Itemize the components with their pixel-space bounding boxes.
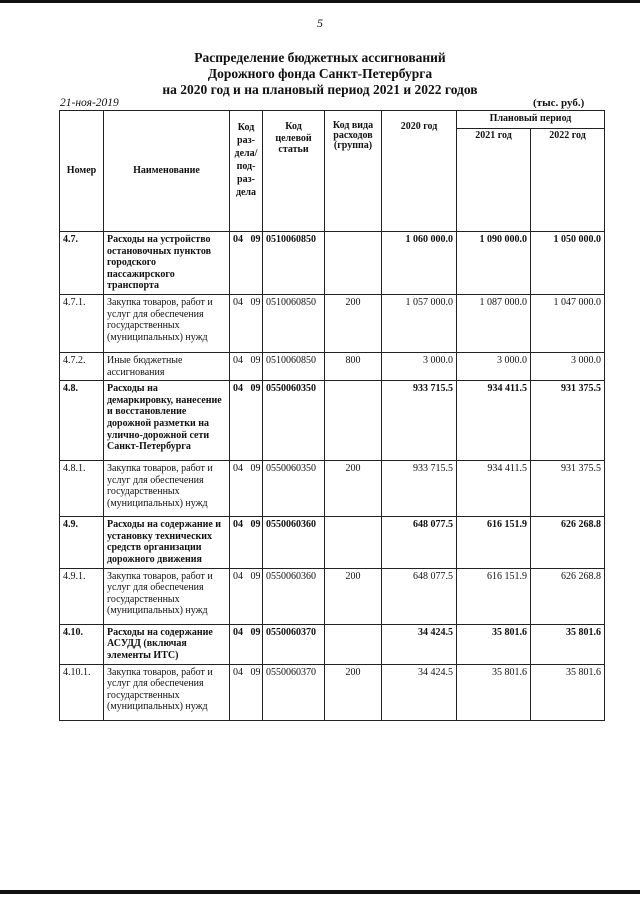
subsection-code: 09 [250, 519, 261, 531]
row-section [230, 232, 263, 295]
section-code: 04 [233, 570, 243, 582]
top-rule [0, 0, 640, 3]
header-name: Наименование [104, 111, 230, 232]
header-planned-period: Плановый период [457, 111, 605, 129]
table-header [60, 111, 605, 232]
row-2020: 648 077.5 [382, 517, 457, 568]
document-title [0, 50, 640, 98]
table-row [60, 352, 605, 380]
subsection-code: 09 [250, 354, 261, 366]
row-number: 4.7.1. [60, 294, 104, 352]
subsection-code: 09 [250, 570, 261, 582]
row-2022: 626 268.8 [531, 568, 605, 624]
section-code: 04 [233, 519, 243, 531]
row-2021: 616 151.9 [457, 568, 531, 624]
section-code: 04 [233, 666, 243, 678]
row-section [230, 517, 263, 568]
row-expense-type [325, 381, 382, 461]
row-number: 4.8.1. [60, 461, 104, 517]
row-expense-type: 200 [325, 461, 382, 517]
subsection-code: 09 [250, 463, 261, 475]
row-article: 0550060360 [263, 517, 325, 568]
row-2020: 648 077.5 [382, 568, 457, 624]
table-row [60, 294, 605, 352]
row-name: Закупка товаров, работ и услуг для обеспечения государственных (муниципальных) нужд [104, 461, 230, 517]
row-number: 4.7. [60, 232, 104, 295]
header-article: Код целевой статьи [263, 111, 325, 232]
row-2020: 933 715.5 [382, 461, 457, 517]
row-2021: 934 411.5 [457, 461, 531, 517]
row-2021: 616 151.9 [457, 517, 531, 568]
units-label: (тыс. руб.) [533, 97, 585, 109]
row-2022: 35 801.6 [531, 624, 605, 664]
header-2022: 2022 год [531, 129, 605, 232]
header-2021: 2021 год [457, 129, 531, 232]
row-name: Расходы на устройство остановочных пунктов городского пассажирского транспорта [104, 232, 230, 295]
title-line: Распределение бюджетных ассигнований [194, 50, 446, 65]
row-number: 4.10. [60, 624, 104, 664]
row-name: Закупка товаров, работ и услуг для обеспечения государственных (муниципальных) нужд [104, 664, 230, 720]
row-2021: 934 411.5 [457, 381, 531, 461]
row-2021: 35 801.6 [457, 664, 531, 720]
table-row [60, 664, 605, 720]
section-code: 04 [233, 234, 243, 245]
row-name: Расходы на содержание и установку технических средств организации дорожного движения [104, 517, 230, 568]
row-name: Расходы на демаркировку, нанесение и восстановление дорожной разметки на улично-дорожной сети Санкт-Петербурга [104, 381, 230, 461]
row-2022: 626 268.8 [531, 517, 605, 568]
subsection-code: 09 [250, 234, 261, 245]
subsection-code: 09 [250, 296, 261, 308]
table-row [60, 624, 605, 664]
subsection-code: 09 [250, 383, 261, 395]
title-line: Дорожного фонда Санкт-Петербурга [207, 66, 433, 81]
row-number: 4.10.1. [60, 664, 104, 720]
row-2022: 3 000.0 [531, 352, 605, 380]
section-code: 04 [233, 354, 243, 366]
row-2022: 931 375.5 [531, 381, 605, 461]
section-code: 04 [233, 626, 243, 638]
row-name: Расходы на содержание АСУДД (включая элементы ИТС) [104, 624, 230, 664]
row-expense-type: 200 [325, 294, 382, 352]
table-row [60, 568, 605, 624]
row-2020: 3 000.0 [382, 352, 457, 380]
row-section [230, 664, 263, 720]
subsection-code: 09 [250, 626, 261, 638]
table-body [60, 232, 605, 721]
row-2020: 34 424.5 [382, 664, 457, 720]
document-date: 21-ноя-2019 [60, 97, 119, 109]
row-2020: 34 424.5 [382, 624, 457, 664]
budget-table [59, 110, 605, 721]
row-name: Закупка товаров, работ и услуг для обеспечения государственных (муниципальных) нужд [104, 294, 230, 352]
header-2020: 2020 год [382, 111, 457, 232]
row-section [230, 624, 263, 664]
row-article: 0550060360 [263, 568, 325, 624]
row-section [230, 568, 263, 624]
section-code: 04 [233, 463, 243, 475]
row-number: 4.8. [60, 381, 104, 461]
row-2020: 1 057 000.0 [382, 294, 457, 352]
row-expense-type: 800 [325, 352, 382, 380]
row-2022: 35 801.6 [531, 664, 605, 720]
row-name: Иные бюджетные ассигнования [104, 352, 230, 380]
row-number: 4.7.2. [60, 352, 104, 380]
table-row [60, 461, 605, 517]
row-section [230, 352, 263, 380]
page-number: 5 [317, 16, 323, 30]
row-2022: 1 050 000.0 [531, 232, 605, 295]
row-expense-type [325, 232, 382, 295]
table-row [60, 232, 605, 295]
row-number: 4.9. [60, 517, 104, 568]
subsection-code: 09 [250, 666, 261, 678]
row-article: 0550060350 [263, 461, 325, 517]
title-line: на 2020 год и на плановый период 2021 и 2022 годов [162, 82, 478, 97]
row-article: 0550060370 [263, 664, 325, 720]
section-code: 04 [233, 383, 243, 395]
row-name: Закупка товаров, работ и услуг для обеспечения государственных (муниципальных) нужд [104, 568, 230, 624]
row-2020: 1 060 000.0 [382, 232, 457, 295]
row-section [230, 461, 263, 517]
row-article: 0550060350 [263, 381, 325, 461]
row-2021: 3 000.0 [457, 352, 531, 380]
header-number: Номер [60, 111, 104, 232]
row-article: 0510060850 [263, 232, 325, 295]
row-section [230, 381, 263, 461]
row-2021: 1 090 000.0 [457, 232, 531, 295]
row-expense-type: 200 [325, 664, 382, 720]
row-expense-type [325, 624, 382, 664]
row-article: 0550060370 [263, 624, 325, 664]
table-row [60, 517, 605, 568]
row-expense-type: 200 [325, 568, 382, 624]
table-row [60, 381, 605, 461]
row-2021: 1 087 000.0 [457, 294, 531, 352]
row-2022: 931 375.5 [531, 461, 605, 517]
row-2020: 933 715.5 [382, 381, 457, 461]
row-number: 4.9.1. [60, 568, 104, 624]
bottom-rule [0, 890, 640, 894]
row-section [230, 294, 263, 352]
row-2021: 35 801.6 [457, 624, 531, 664]
header-expense-type: Код вида расходов (группа) [325, 111, 382, 232]
header-section: Код раз- дела/ под- раз- дела [230, 111, 263, 232]
row-article: 0510060850 [263, 294, 325, 352]
row-expense-type [325, 517, 382, 568]
section-code: 04 [233, 296, 243, 308]
row-article: 0510060850 [263, 352, 325, 380]
row-2022: 1 047 000.0 [531, 294, 605, 352]
